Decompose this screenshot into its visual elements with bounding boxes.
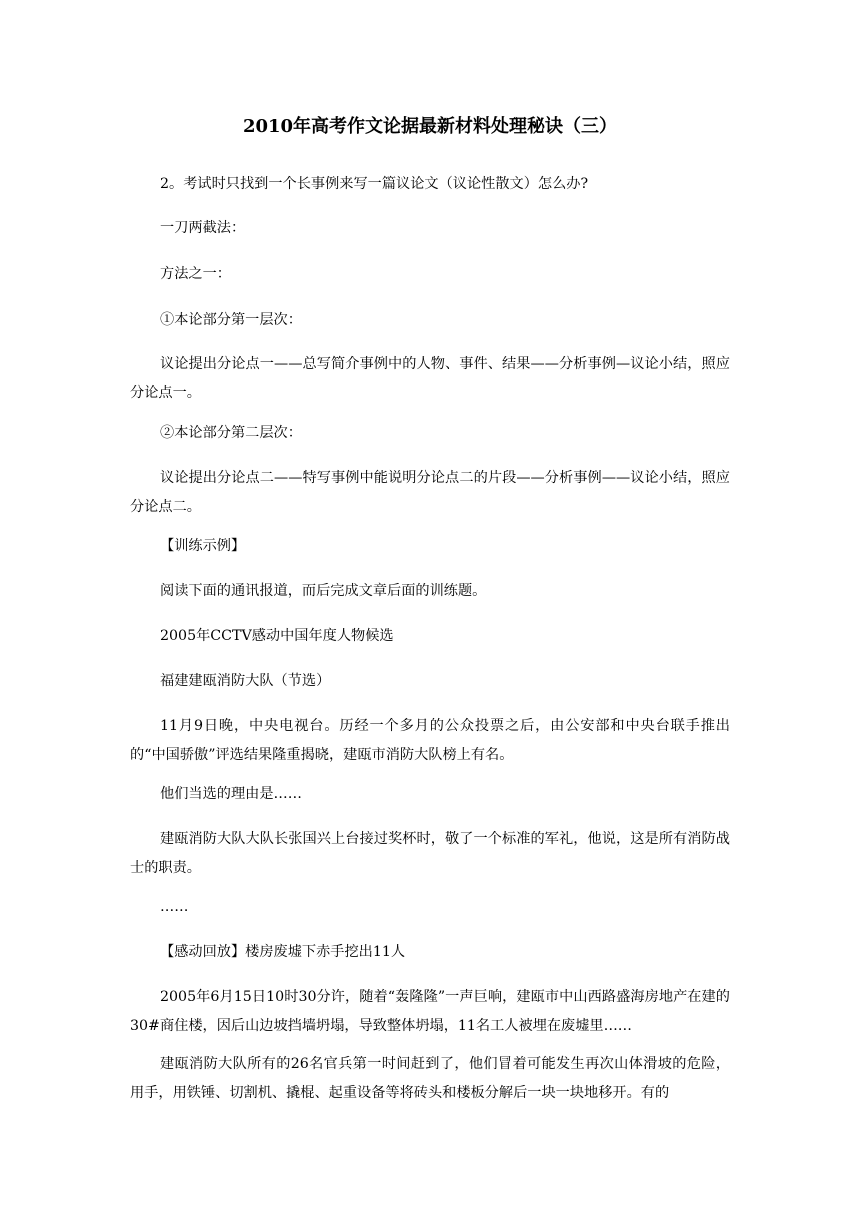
paragraph-level-one-body: 议论提出分论点一——总写简介事例中的人物、事件、结果——分析事例—议论小结，照应分论点一。 (130, 356, 730, 401)
paragraph-level-one: ①本论部分第一层次： (160, 312, 302, 328)
paragraph-captain: 建瓯消防大队大队长张国兴上台接过奖杯时，敬了一个标准的军礼，他说，这是所有消防战士的职责。 (130, 831, 730, 876)
page-title: 2010年高考作文论据最新材料处理秘诀（三） (242, 116, 618, 137)
paragraph-method-one: 方法之一： (160, 266, 231, 282)
paragraph-cctv-heading: 2005年CCTV感动中国年度人物候选 (160, 628, 394, 644)
paragraph-reason: 他们当选的理由是…… (160, 786, 302, 802)
paragraph-fire-brigade-heading: 福建建瓯消防大队（节选） (160, 673, 331, 689)
paragraph-training-example: 【训练示例】 (160, 538, 246, 554)
paragraph-replay-heading: 【感动回放】楼房废墟下赤手挖出11人 (160, 944, 406, 960)
paragraph-question: 2。考试时只找到一个长事例来写一篇议论文（议论性散文）怎么办? (160, 176, 589, 192)
paragraph-method-heading: 一刀两截法： (160, 220, 246, 236)
paragraph-collapse-event: 2005年6月15日10时30分许，随着“轰隆隆”一声巨响，建瓯市中山西路盛海房地产在建的30#商住楼，因后山边坡挡墙坍塌，导致整体坍塌，11名工人被埋在废墟里…… (130, 989, 730, 1034)
paragraph-news-intro: 11月9日晚，中央电视台。历经一个多月的公众投票之后，由公安部和中央台联手推出的“中国骄傲”评选结果隆重揭晓，建瓯市消防大队榜上有名。 (130, 718, 730, 763)
paragraph-level-two: ②本论部分第二层次： (160, 425, 302, 441)
paragraph-instruction: 阅读下面的通讯报道，而后完成文章后面的训练题。 (160, 583, 487, 599)
paragraph-level-two-body: 议论提出分论点二——特写事例中能说明分论点二的片段——分析事例——议论小结，照应分论点二。 (130, 470, 730, 515)
paragraph-ellipsis: …… (160, 899, 189, 915)
paragraph-rescue: 建瓯消防大队所有的26名官兵第一时间赶到了，他们冒着可能发生再次山体滑坡的危险，用手，用铁锤、切割机、撬棍、起重设备等将砖头和楼板分解后一块一块地移开。有的 (130, 1056, 730, 1101)
